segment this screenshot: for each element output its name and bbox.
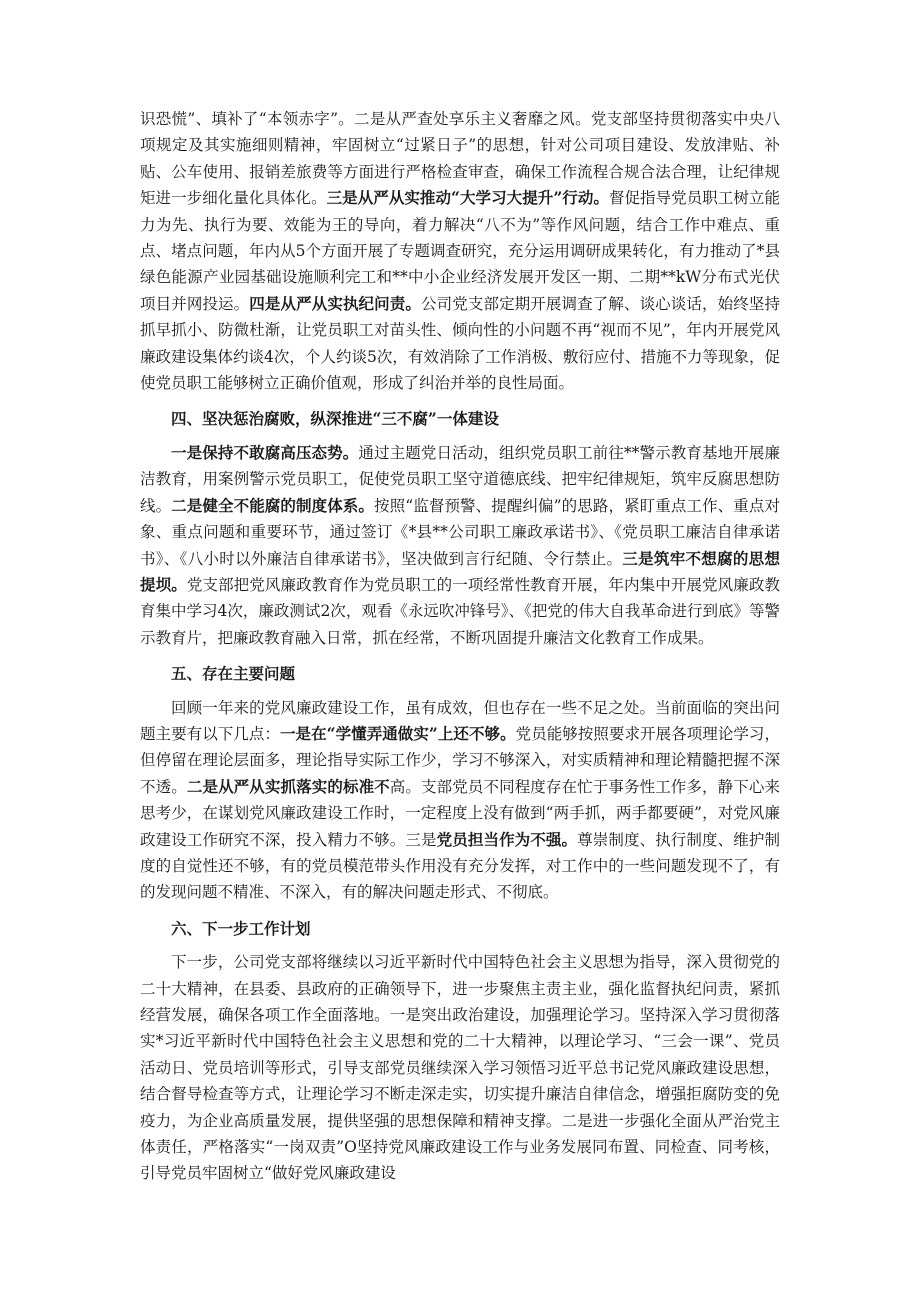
section-heading-5: 五、存在主要问题 xyxy=(171,664,296,684)
bold-run: 二是从严从实抓落实的标准不 xyxy=(186,776,390,796)
text-run: 按照“监督预警、提醒纠偏”的思路，紧盯重点工作、重点对象、重点问题和重要环节，通过签订《*县**公司职工廉政承诺书》、《党员职工廉洁自律承诺书》、《八小时以外廉洁自律承诺书》，坚决做到言行纪随、令行禁止。 xyxy=(140,496,780,568)
text-run: 督促指导党员职工树立能力为先、执行为要、效能为王的导向，着力解决“八不为”等作风问题，结合工作中难点、重点、堵点问题，年内从5个方面开展了专题调查研究，充分运用调研成果转化，有力推动了*县绿色能源产业园基础设施顺利完工和**中小企业经济发展开发区一期、二期**kW分布式光伏项目并网投运。 xyxy=(140,189,780,313)
text-run: 识恐慌”、填补了“本领赤字”。二是从严查处享乐主义奢靡之风。党支部坚持贯彻落实中央八项规定及其实施细则精神，牢固树立“过紧日子”的思想，针对公司项目建设、发放津贴、补贴、公车使用、报销差旅费等方面进行严格检查审查，确保工作流程合规合法合理，让纪律规矩进一步细化量化具体化。 xyxy=(140,110,780,208)
document-page xyxy=(140,106,780,1187)
bold-run: 二是健全不能腐的制度体系。 xyxy=(171,495,375,515)
text-run: 高。支部党员不同程度存在忙于事务性工作多，静下心来思考少，在谋划党风廉政建设工作时，一定程度上没有做到“两手抓，两手都要硬”，对党风廉政建设工作研究不深，投入精力不够。三是 xyxy=(140,777,780,849)
text-run: 公司党支部定期开展调查了解、谈心谈话，始终坚持抓早抓小、防微杜渐，让党员职工对苗头性、倾向性的小问题不再“视而不见”，年内开展党风廉政建设集体约谈4次，个人约谈5次，有效消除了工作消极、敷衍应付、措施不力等现象，促使党员职工能够树立正确价值观，形成了纠治并举的良性局面。 xyxy=(140,294,780,393)
bold-run: 一是保持不敢腐高压态势。 xyxy=(171,442,359,462)
paragraph-anti-corruption xyxy=(140,440,780,651)
paragraph-next-plan: 下一步，公司党支部将继续以习近平新时代中国特色社会主义思想为指导，深入贯彻党的二十大精神，在县委、县政府的正确领导下，进一步聚焦主责主业，强化监督执纪问责，紧抓经营发展，确保各项工作全面落地。一是突出政治建设，加强理论学习。坚持深入学习贯彻落实*习近平新时代中国特色社会主义思想和党的二十大精神，以理论学习、“三会一课”、党员活动日、党员培训等形式，引导支部党员继续深入学习领悟习近平总书记党风廉政建设思想，结合督导检查等方式，让理论学习不断走深走实，切实提升廉洁自律信念，增强拒腐防变的免疫力，为企业高质量发展，提供坚强的思想保障和精神支撑。二是进一步强化全面从严治党主体责任，严格落实“一岗双责”O坚持党风廉政建设工作与业务发展同布置、同检查、同考核，引导党员牢固树立“做好党风廉政建设 xyxy=(140,953,780,1183)
text-run: 党员能够按照要求开展各项理论学习，但停留在理论层面多，理论指导实际工作少，学习不够深入，对实质精神和理论精髓把握不深不透。 xyxy=(140,724,780,796)
text-run: 回顾一年来的党风廉政建设工作，虽有成效，但也存在一些不足之处。当前面临的突出问题主要有以下几点： xyxy=(140,698,780,743)
text-run: 通过主题党日活动，组织党员职工前往**警示教育基地开展廉洁教育，用案例警示党员职工，促使党员职工坚守道德底线、把牢纪律规矩，筑牢反腐思想防线。 xyxy=(140,443,780,515)
bold-run: 三是从严从实推动“大学习大提升”行动。 xyxy=(326,188,609,208)
text-run: 尊崇制度、执行制度、维护制度的自觉性还不够，有的党员模范带头作用没有充分发挥，对工作中的一些问题发现不了，有的发现问题不精准、不深入，有的解决问题走形式、不彻底。 xyxy=(140,830,780,902)
bold-run: 一是在“学懂弄通做实”上还不够。 xyxy=(279,723,516,743)
bold-run: 党员担当作为不强。 xyxy=(436,829,578,849)
paragraph-strict-discipline xyxy=(140,106,780,396)
section-heading-4: 四、坚决惩治腐败，纵深推进“三不腐”一体建设 xyxy=(171,409,499,429)
paragraph-main-problems xyxy=(140,695,780,906)
bold-run: 四是从严从实执纪问责。 xyxy=(249,293,422,313)
text-run: 党支部把党风廉政教育作为党员职工的一项经常性教育开展，年内集中开展党风廉政教育集中学习4次，廉政测试2次，观看《永远吹冲锋号》、《把党的伟大自我革命进行到底》等警示教育片，把廉政教育融入日常，抓在经常，不断巩固提升廉洁文化教育工作成果。 xyxy=(140,575,780,647)
section-heading-6: 六、下一步工作计划 xyxy=(171,918,311,938)
bold-run: 三是筑牢不想腐的思想提坝。 xyxy=(140,548,780,594)
